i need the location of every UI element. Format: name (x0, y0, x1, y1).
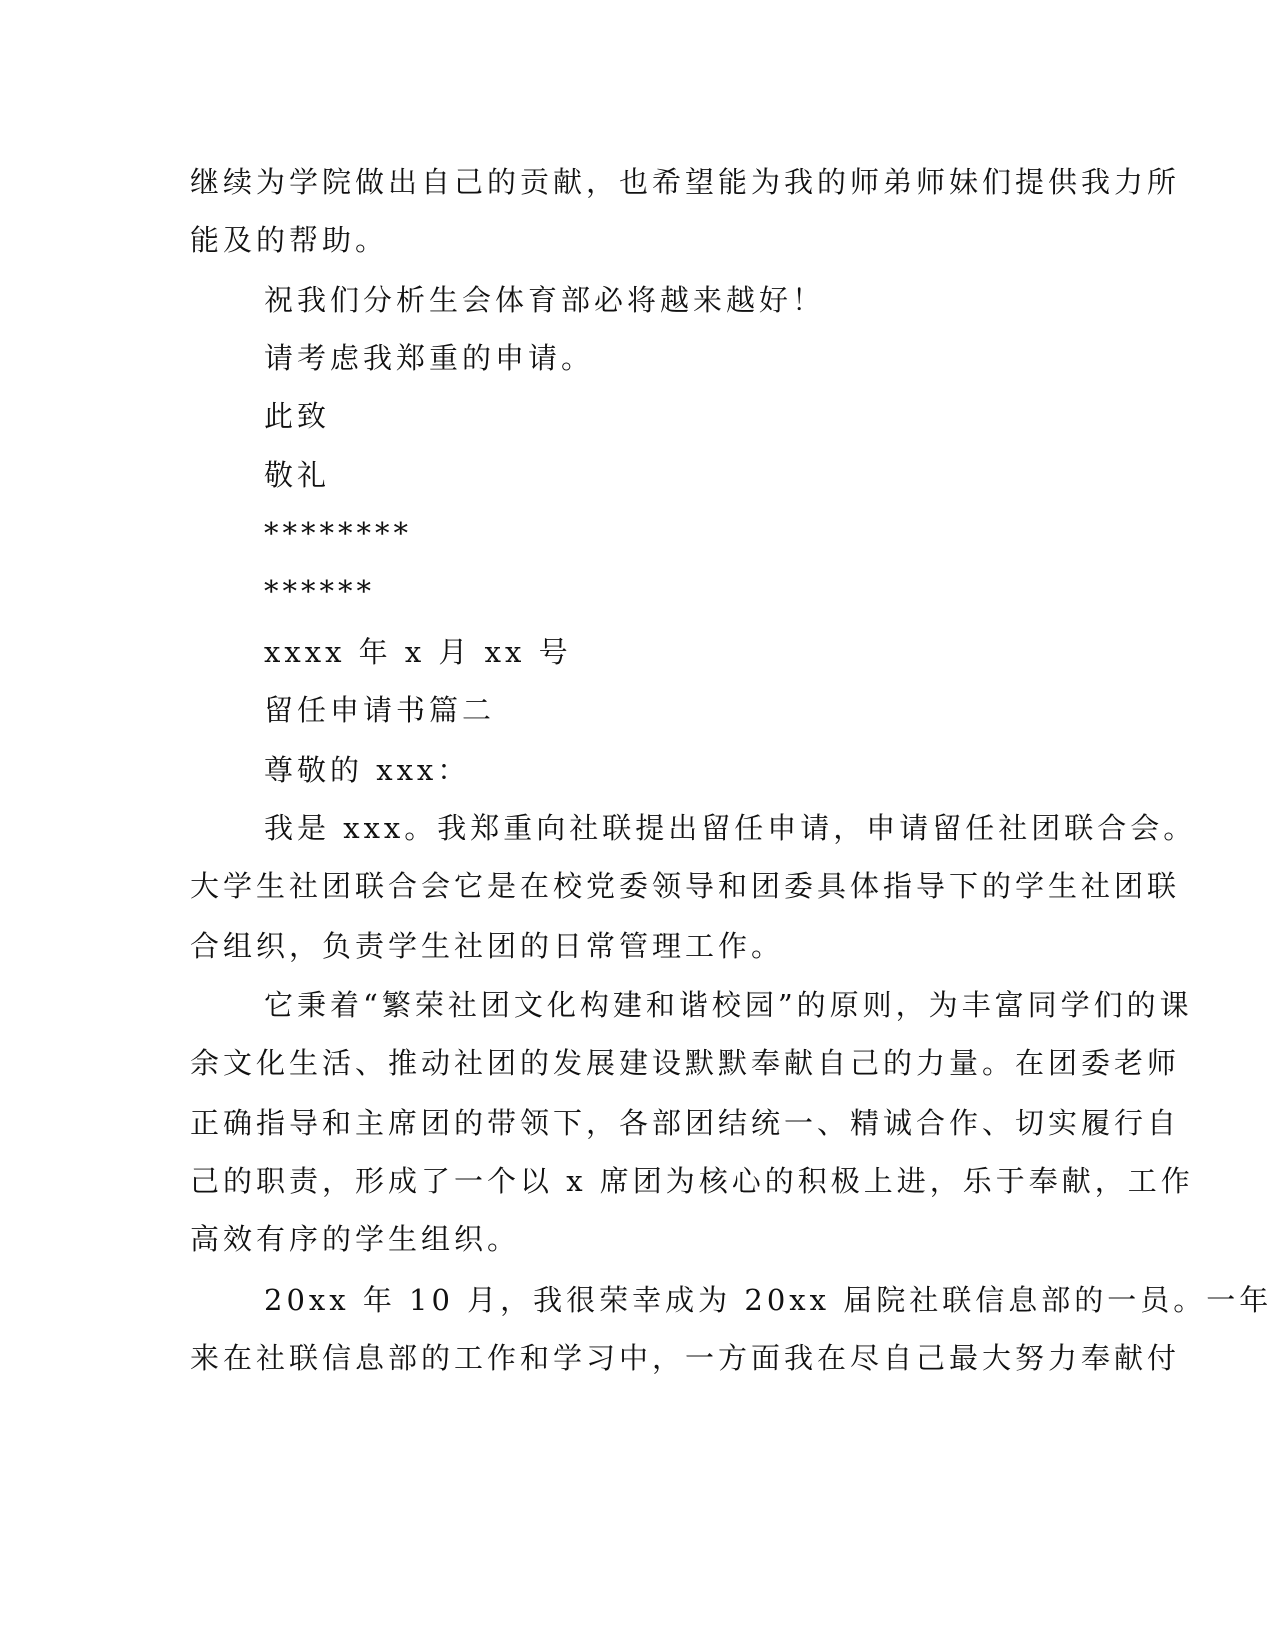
body-text-line: 能及的帮助。 (190, 223, 389, 257)
body-text-line: 20xx 年 10 月，我很荣幸成为 20xx 届院社联信息部的一员。一年 (264, 1283, 1273, 1317)
body-text-line: 己的职责，形成了一个以 x 席团为核心的积极上进，乐于奉献，工作 (190, 1164, 1194, 1198)
date-line: xxxx 年 x 月 xx 号 (264, 635, 572, 669)
signature-line: ****** (264, 574, 375, 608)
signature-line: ******** (264, 516, 412, 550)
body-text-line: 来在社联信息部的工作和学习中，一方面我在尽自己最大努力奉献付 (190, 1341, 1181, 1375)
request-line: 请考虑我郑重的申请。 (264, 341, 595, 375)
body-text-line: 余文化生活、推动社团的发展建设默默奉献自己的力量。在团委老师 (190, 1046, 1181, 1080)
body-text-line: 正确指导和主席团的带领下，各部团结统一、精诚合作、切实履行自 (190, 1106, 1181, 1140)
body-text-line: 继续为学院做出自己的贡献，也希望能为我的师弟师妹们提供我力所 (190, 165, 1181, 199)
closing-wish: 祝我们分析生会体育部必将越来越好！ (264, 283, 826, 317)
greeting-line: 尊敬的 xxx： (264, 753, 471, 787)
body-text-line: 它秉着“繁荣社团文化构建和谐校园”的原则，为丰富同学们的课 (264, 988, 1193, 1022)
salutation-jingli: 敬礼 (264, 458, 331, 492)
section-title: 留任申请书篇二 (264, 693, 496, 727)
body-text-line: 我是 xxx。我郑重向社联提出留任申请，申请留任社团联合会。 (264, 811, 1197, 845)
body-text-line: 大学生社团联合会它是在校党委领导和团委具体指导下的学生社团联 (190, 869, 1181, 903)
salutation-cizhi: 此致 (264, 399, 331, 433)
body-text-line: 合组织，负责学生社团的日常管理工作。 (190, 929, 785, 963)
body-text-line: 高效有序的学生组织。 (190, 1222, 521, 1256)
